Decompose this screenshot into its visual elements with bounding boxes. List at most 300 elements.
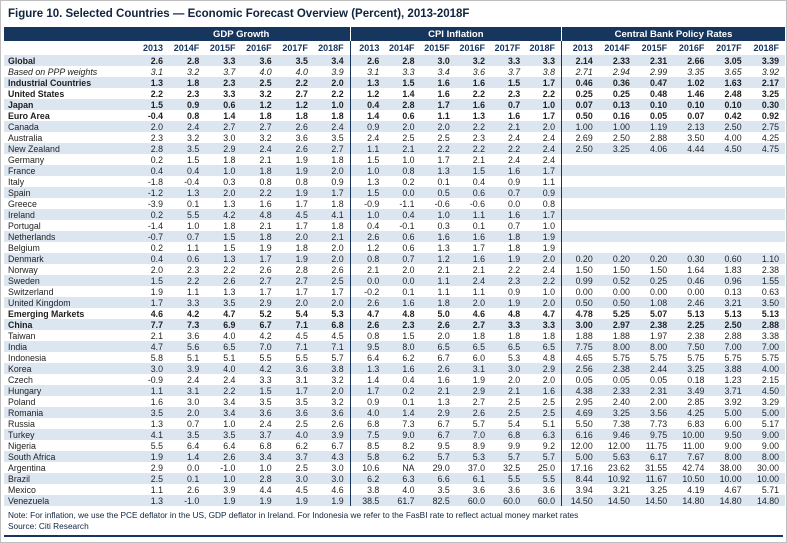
value-cell: 7.1 xyxy=(314,341,350,352)
value-cell: 1.0 xyxy=(402,154,415,165)
table-row xyxy=(4,407,785,418)
value-cell: 3.0 xyxy=(331,462,344,473)
value-cell: 2.50 xyxy=(710,319,747,330)
value-cell: 38.5 xyxy=(350,495,385,506)
value-cell: 4.25 xyxy=(761,132,779,143)
value-cell: 1.4 xyxy=(385,407,420,418)
value-cell: 1.3 xyxy=(421,165,456,176)
value-cell: 0.2 xyxy=(402,176,415,187)
country-name-cell: Venezuela xyxy=(4,495,133,506)
value-cell: 1.6 xyxy=(491,209,526,220)
value-cell: 3.5 xyxy=(169,143,205,154)
value-cell: 2.99 xyxy=(650,66,668,77)
value-cell: 4.2 xyxy=(259,330,272,341)
value-cell: 6.4 xyxy=(223,440,236,451)
country-name-cell: Brazil xyxy=(4,473,133,484)
value-cell: 3.5 xyxy=(169,429,205,440)
value-cell: 1.3 xyxy=(150,418,164,429)
table-row xyxy=(4,484,785,495)
value-cell: 0.20 xyxy=(636,253,673,264)
country-name-cell: Canada xyxy=(4,121,133,132)
value-cell: 0.6 xyxy=(402,242,415,253)
value-cell: 1.9 xyxy=(314,495,350,506)
value-cell: 6.8 xyxy=(314,319,350,330)
value-cell xyxy=(748,187,785,198)
value-cell: 1.9 xyxy=(491,297,526,308)
value-cell: 5.8 xyxy=(350,451,385,462)
value-cell: 4.50 xyxy=(710,143,747,154)
country-name-cell: Poland xyxy=(8,396,36,407)
value-cell: 4.00 xyxy=(724,132,742,143)
value-cell: 1.6 xyxy=(421,231,456,242)
value-cell: 1.9 xyxy=(491,253,526,264)
value-cell: -0.6 xyxy=(469,198,485,209)
table-row xyxy=(4,330,785,341)
value-cell: 7.50 xyxy=(673,341,710,352)
year-header: 2014F xyxy=(385,41,420,55)
table-row xyxy=(4,418,785,429)
value-cell: 2.00 xyxy=(650,396,668,407)
value-cell: 0.2 xyxy=(150,242,164,253)
table-row xyxy=(4,165,785,176)
value-cell: 2.4 xyxy=(507,154,521,165)
value-cell: 2.6 xyxy=(278,121,314,132)
value-cell: 6.0 xyxy=(472,352,485,363)
value-cell: 1.9 xyxy=(526,231,561,242)
value-cell: 3.3 xyxy=(169,297,205,308)
value-cell: 1.3 xyxy=(472,110,485,121)
value-cell: 0.05 xyxy=(612,374,630,385)
value-cell: 2.6 xyxy=(350,55,385,66)
value-cell: 42.74 xyxy=(682,462,705,473)
value-cell: 1.8 xyxy=(421,297,456,308)
country-name-cell: Switzerland xyxy=(8,286,54,297)
year-header: 2018F xyxy=(526,41,561,55)
value-cell: -0.6 xyxy=(434,198,450,209)
table-row xyxy=(4,341,785,352)
value-cell: 6.4 xyxy=(187,440,200,451)
table-row xyxy=(4,286,785,297)
value-cell: 0.00 xyxy=(612,286,630,297)
value-cell: 5.13 xyxy=(761,308,779,319)
value-cell: 1.9 xyxy=(150,286,164,297)
year-header: 2014F xyxy=(169,41,205,55)
value-cell: 4.0 xyxy=(350,407,385,418)
value-cell: 1.7 xyxy=(133,297,169,308)
value-cell: 1.6 xyxy=(526,385,561,396)
table-row xyxy=(4,429,785,440)
value-cell: 0.52 xyxy=(599,275,636,286)
value-cell: 1.7 xyxy=(278,385,314,396)
value-cell: 0.10 xyxy=(710,99,747,110)
value-cell xyxy=(636,231,673,242)
value-cell: 1.3 xyxy=(133,77,169,88)
value-cell: 1.8 xyxy=(472,330,485,341)
value-cell: 3.5 xyxy=(437,484,450,495)
table-row xyxy=(4,154,785,165)
value-cell: 9.00 xyxy=(724,440,742,451)
value-cell: 4.5 xyxy=(331,330,344,341)
value-cell: 1.7 xyxy=(295,220,308,231)
value-cell: 1.8 xyxy=(223,220,236,231)
value-cell: 0.05 xyxy=(562,374,599,385)
country-name-cell: Russia xyxy=(8,418,35,429)
value-cell: 2.6 xyxy=(331,264,344,275)
country-name-cell: South Africa xyxy=(4,451,133,462)
value-cell: 82.5 xyxy=(421,495,456,506)
table-row xyxy=(4,253,785,264)
value-cell: 0.20 xyxy=(562,253,599,264)
value-cell xyxy=(673,242,710,253)
value-cell: 4.5 xyxy=(278,209,314,220)
value-cell: 3.25 xyxy=(761,88,779,99)
value-cell: 7.7 xyxy=(133,319,169,330)
value-cell: 1.5 xyxy=(491,77,526,88)
value-cell: 3.0 xyxy=(133,363,169,374)
value-cell: 1.5 xyxy=(133,275,169,286)
value-cell: 2.2 xyxy=(456,143,491,154)
value-cell: 8.2 xyxy=(402,440,415,451)
value-cell: 0.50 xyxy=(562,297,599,308)
value-cell: 1.7 xyxy=(241,253,277,264)
value-cell: 2.31 xyxy=(636,385,673,396)
value-cell: 9.0 xyxy=(385,429,420,440)
value-cell: 0.7 xyxy=(169,231,205,242)
value-cell: 0.8 xyxy=(295,176,308,187)
value-cell: 4.00 xyxy=(748,363,785,374)
value-cell: 5.25 xyxy=(612,308,630,319)
value-cell: 0.9 xyxy=(169,99,205,110)
value-cell: 1.8 xyxy=(542,330,555,341)
value-cell xyxy=(636,209,673,220)
value-cell: 60.0 xyxy=(491,495,526,506)
value-cell: 3.6 xyxy=(241,407,277,418)
value-cell: 5.17 xyxy=(761,418,779,429)
value-cell: 9.46 xyxy=(599,429,636,440)
value-cell: -0.4 xyxy=(147,110,164,121)
value-cell: 0.6 xyxy=(205,99,241,110)
value-cell: 1.3 xyxy=(223,286,236,297)
value-cell: 2.3 xyxy=(385,319,420,330)
table-row xyxy=(4,495,785,506)
value-cell: 2.44 xyxy=(636,363,673,374)
value-cell: 2.5 xyxy=(491,407,526,418)
value-cell: 1.4 xyxy=(350,374,385,385)
value-cell: 2.4 xyxy=(314,121,350,132)
value-cell xyxy=(673,209,710,220)
value-cell: 6.2 xyxy=(295,440,308,451)
value-cell: 32.5 xyxy=(503,462,521,473)
value-cell: 2.4 xyxy=(507,132,521,143)
value-cell: 7.00 xyxy=(710,341,747,352)
value-cell: 1.0 xyxy=(526,99,561,110)
country-name-cell: Hungary xyxy=(4,385,133,396)
value-cell: 10.50 xyxy=(673,473,710,484)
value-cell: 0.99 xyxy=(562,275,599,286)
value-cell: 1.2 xyxy=(350,88,385,99)
value-cell: 2.5 xyxy=(295,462,308,473)
value-cell: 7.1 xyxy=(278,319,314,330)
value-cell: 3.5 xyxy=(205,297,241,308)
value-cell xyxy=(562,242,599,253)
value-cell: 3.92 xyxy=(724,396,742,407)
value-cell: 3.3 xyxy=(491,319,526,330)
value-cell: 8.00 xyxy=(748,451,785,462)
value-cell: -0.2 xyxy=(350,286,385,297)
value-cell: 3.9 xyxy=(223,484,236,495)
country-name-cell: Germany xyxy=(8,154,45,165)
table-row xyxy=(4,110,785,121)
value-cell: 0.1 xyxy=(187,198,200,209)
value-cell: 2.7 xyxy=(472,396,485,407)
value-cell: 3.0 xyxy=(314,473,350,484)
value-cell xyxy=(673,176,710,187)
value-cell: 3.6 xyxy=(278,363,314,374)
value-cell: 5.5 xyxy=(150,440,164,451)
value-cell: 3.65 xyxy=(724,66,742,77)
value-cell xyxy=(562,176,599,187)
value-cell: 0.50 xyxy=(562,110,599,121)
value-cell: 0.30 xyxy=(748,99,785,110)
value-cell: 1.3 xyxy=(133,495,169,506)
value-cell: 3.56 xyxy=(636,407,673,418)
value-cell: -1.8 xyxy=(147,176,164,187)
value-cell: 6.5 xyxy=(421,341,456,352)
value-cell: 1.00 xyxy=(562,121,599,132)
value-cell: 2.9 xyxy=(241,297,277,308)
value-cell: 2.94 xyxy=(612,66,630,77)
value-cell: 4.8 xyxy=(402,308,415,319)
value-cell: 0.8 xyxy=(259,176,272,187)
value-cell: 2.25 xyxy=(673,319,710,330)
value-cell: 1.0 xyxy=(205,473,241,484)
value-cell xyxy=(562,187,599,198)
value-cell: 0.4 xyxy=(133,253,169,264)
table-row xyxy=(4,77,785,88)
value-cell xyxy=(599,165,636,176)
value-cell: 4.0 xyxy=(259,66,272,77)
table-row xyxy=(4,220,785,231)
value-cell: 5.3 xyxy=(331,308,344,319)
value-cell: 6.2 xyxy=(350,473,385,484)
table-body xyxy=(4,55,785,506)
value-cell xyxy=(599,176,636,187)
value-cell: 3.8 xyxy=(350,484,385,495)
value-cell: 2.46 xyxy=(673,297,710,308)
value-cell: 2.2 xyxy=(241,187,277,198)
value-cell: 7.73 xyxy=(650,418,668,429)
value-cell: 3.3 xyxy=(526,319,561,330)
value-cell xyxy=(748,209,785,220)
value-cell: 1.3 xyxy=(169,187,205,198)
country-name-cell: Turkey xyxy=(4,429,133,440)
value-cell: 4.7 xyxy=(542,308,555,319)
value-cell: 1.6 xyxy=(456,253,491,264)
value-cell: 3.0 xyxy=(223,132,236,143)
value-cell: 1.02 xyxy=(673,77,710,88)
value-cell: 1.6 xyxy=(421,77,456,88)
value-cell xyxy=(673,231,710,242)
table-row xyxy=(4,88,785,99)
value-cell: 0.4 xyxy=(350,99,385,110)
value-cell: 2.3 xyxy=(187,264,200,275)
value-cell: 5.50 xyxy=(562,418,599,429)
value-cell: 1.8 xyxy=(241,231,277,242)
value-cell: 1.7 xyxy=(295,286,308,297)
value-cell: 1.7 xyxy=(542,110,555,121)
value-cell: 0.5 xyxy=(421,187,456,198)
table-row xyxy=(4,462,785,473)
value-cell: 2.1 xyxy=(472,154,485,165)
value-cell: 4.7 xyxy=(133,341,169,352)
value-cell: 2.4 xyxy=(223,374,236,385)
value-cell: 0.4 xyxy=(350,220,385,231)
value-cell: 5.75 xyxy=(687,352,705,363)
value-cell: 0.00 xyxy=(650,286,668,297)
value-cell: 4.67 xyxy=(724,484,742,495)
country-name-cell: Italy xyxy=(8,176,25,187)
year-header: 2014F xyxy=(599,41,636,55)
value-cell: 2.0 xyxy=(278,297,314,308)
value-cell: 1.6 xyxy=(456,231,491,242)
value-cell: 3.50 xyxy=(748,297,785,308)
value-cell: 2.0 xyxy=(169,407,205,418)
value-cell: 6.00 xyxy=(724,418,742,429)
country-name-cell: Australia xyxy=(8,132,43,143)
year-header: 2013 xyxy=(350,41,385,55)
value-cell: 5.00 xyxy=(710,407,747,418)
value-cell: 2.5 xyxy=(295,418,308,429)
group-header-row xyxy=(4,27,785,41)
value-cell: 1.2 xyxy=(421,253,456,264)
country-name-cell: Argentina xyxy=(8,462,46,473)
value-cell: 6.6 xyxy=(421,473,456,484)
value-cell: 6.7 xyxy=(437,352,450,363)
value-cell: 3.5 xyxy=(133,407,169,418)
value-cell: 2.3 xyxy=(491,275,526,286)
value-cell: 9.00 xyxy=(761,440,779,451)
value-cell: 1.88 xyxy=(562,330,599,341)
group-header: GDP Growth xyxy=(133,27,350,41)
value-cell: 3.2 xyxy=(331,396,344,407)
table-row xyxy=(4,297,785,308)
value-cell: 1.8 xyxy=(241,165,277,176)
value-cell: 1.50 xyxy=(612,264,630,275)
value-cell: 4.0 xyxy=(223,330,236,341)
value-cell: 3.25 xyxy=(599,143,636,154)
value-cell xyxy=(710,176,747,187)
value-cell: 4.5 xyxy=(295,330,308,341)
value-cell: 6.16 xyxy=(562,429,599,440)
value-cell: 2.7 xyxy=(241,275,277,286)
value-cell: 4.6 xyxy=(472,308,485,319)
year-header: 2016F xyxy=(673,41,710,55)
value-cell: 0.7 xyxy=(507,220,521,231)
value-cell: 2.6 xyxy=(205,451,241,462)
value-cell: 3.1 xyxy=(150,66,164,77)
value-cell: 5.3 xyxy=(456,451,491,462)
value-cell: 3.0 xyxy=(491,363,526,374)
value-cell: 2.3 xyxy=(472,132,485,143)
value-cell: 0.0 xyxy=(385,187,420,198)
corner-cell xyxy=(4,27,133,41)
value-cell: 2.5 xyxy=(314,275,350,286)
value-cell: 3.7 xyxy=(507,66,521,77)
value-cell: 2.3 xyxy=(150,132,164,143)
value-cell: 3.4 xyxy=(223,396,236,407)
value-cell: 1.50 xyxy=(650,264,668,275)
value-cell: 1.7 xyxy=(295,198,308,209)
value-cell: -0.7 xyxy=(133,231,169,242)
value-cell: 0.4 xyxy=(402,374,415,385)
value-cell: 1.1 xyxy=(437,286,450,297)
value-cell: 5.7 xyxy=(491,451,526,462)
value-cell: 2.0 xyxy=(150,264,164,275)
value-cell: 2.6 xyxy=(350,297,385,308)
value-cell: 1.1 xyxy=(472,286,485,297)
value-cell: 0.1 xyxy=(402,286,415,297)
year-header: 2015F xyxy=(636,41,673,55)
value-cell: 4.6 xyxy=(150,308,164,319)
value-cell: 2.2 xyxy=(421,143,456,154)
value-cell: 8.5 xyxy=(350,440,385,451)
value-cell: 3.2 xyxy=(331,374,344,385)
table-row xyxy=(4,99,785,110)
value-cell: 1.3 xyxy=(350,77,385,88)
value-cell: 6.8 xyxy=(259,440,272,451)
value-cell: 2.71 xyxy=(562,66,599,77)
value-cell: 5.5 xyxy=(169,209,205,220)
value-cell: 2.85 xyxy=(687,396,705,407)
value-cell: 10.00 xyxy=(748,473,785,484)
value-cell: 2.38 xyxy=(687,330,705,341)
value-cell: 2.1 xyxy=(491,121,526,132)
table-row xyxy=(4,352,785,363)
year-header: 2018F xyxy=(748,41,785,55)
value-cell: 3.71 xyxy=(710,385,747,396)
country-name-cell: New Zealand xyxy=(4,143,133,154)
value-cell: 9.5 xyxy=(437,440,450,451)
value-cell: 2.7 xyxy=(456,319,491,330)
value-cell: 2.4 xyxy=(542,264,555,275)
value-cell: 0.96 xyxy=(710,275,747,286)
value-cell: 4.3 xyxy=(314,451,350,462)
value-cell: 2.95 xyxy=(562,396,599,407)
value-cell: 5.3 xyxy=(507,352,521,363)
value-cell: 2.0 xyxy=(314,253,350,264)
table-row xyxy=(4,319,785,330)
value-cell: 2.2 xyxy=(150,88,164,99)
value-cell: 8.9 xyxy=(472,440,485,451)
value-cell: 2.8 xyxy=(169,55,205,66)
value-cell: 1.6 xyxy=(456,99,491,110)
country-name-cell: Euro Area xyxy=(8,110,50,121)
value-cell: 1.10 xyxy=(748,253,785,264)
value-cell: 1.64 xyxy=(687,264,705,275)
country-name-cell: Global xyxy=(4,55,133,66)
value-cell: 2.6 xyxy=(331,418,344,429)
value-cell: 1.0 xyxy=(542,286,555,297)
value-cell: 1.5 xyxy=(350,187,385,198)
value-cell: 8.00 xyxy=(599,341,636,352)
value-cell: 1.7 xyxy=(259,286,272,297)
value-cell: 3.7 xyxy=(241,429,277,440)
value-cell: 1.7 xyxy=(350,385,385,396)
value-cell: 0.0 xyxy=(187,462,200,473)
value-cell: 2.0 xyxy=(437,330,450,341)
country-name-cell: United States xyxy=(8,88,65,99)
value-cell: 5.8 xyxy=(150,352,164,363)
